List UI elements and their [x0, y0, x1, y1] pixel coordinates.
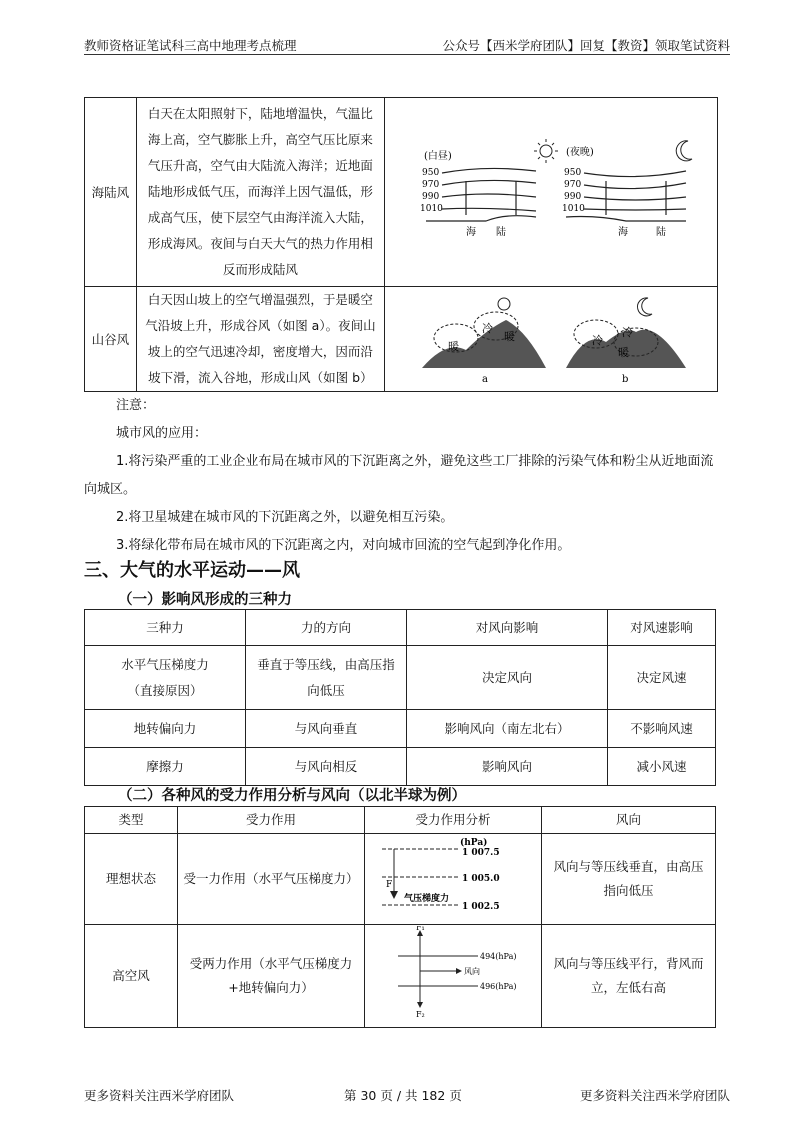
table-cell: 与风向垂直: [246, 710, 407, 748]
col-header: 风向: [542, 807, 716, 834]
svg-text:海: 海: [466, 226, 476, 238]
table-cell: 不影响风速: [608, 710, 716, 748]
svg-text:950: 950: [422, 167, 440, 178]
svg-text:1010: 1010: [562, 203, 585, 214]
svg-text:F₂: F₂: [416, 1010, 425, 1018]
table-cell: 风向与等压线平行，背风而立，左低右高: [542, 925, 716, 1028]
svg-text:990: 990: [422, 191, 440, 202]
table-cell: 理想状态: [85, 834, 178, 925]
wind-force-analysis-table: [84, 806, 716, 1028]
table-cell: 受一力作用（水平气压梯度力）: [178, 834, 365, 925]
notes: [84, 392, 724, 560]
table-cell: 风向与等压线垂直，由高压指向低压: [542, 834, 716, 925]
page-number: 第 30 页 / 共 182 页: [344, 1088, 462, 1103]
ideal-wind-figure: [365, 834, 542, 925]
svg-text:陆: 陆: [496, 226, 506, 238]
upper-wind-figure: [365, 925, 542, 1028]
page-header: [84, 32, 730, 55]
table-cell: 地转偏向力: [85, 710, 246, 748]
svg-text:风向: 风向: [464, 967, 480, 976]
notes-subtitle: 城市风的应用：: [116, 426, 208, 441]
footer-left: 更多资料关注西米学府团队: [84, 1088, 235, 1103]
svg-text:990: 990: [564, 191, 582, 202]
row-desc-sea-land: 白天在太阳照射下，陆地增温快，气温比海上高，空气膨胀上升，高空气压比原来气压升高，空气由大陆流入海洋；近地面陆地形成低气压，而海洋上因气温低，形成高气压，使下层空气由海洋流入大陆，形成海风。夜间与白天大气的热力作用相反而形成陆风: [136, 98, 384, 287]
notes-title: 注意：: [116, 398, 156, 413]
col-header: 三种力: [85, 610, 246, 646]
note-item: 3.将绿化带布局在城市风的下沉距离之内，对向城市回流的空气起到净化作用。: [116, 538, 571, 553]
section-heading: 三、大气的水平运动——风: [84, 560, 300, 581]
note-item: 1.将污染严重的工业企业布局在城市风的下沉距离之外，避免这些工厂排除的污染气体和粉尘从近地面流向城区。: [84, 454, 714, 497]
table-cell: 减小风速: [608, 748, 716, 786]
svg-text:F: F: [386, 880, 393, 890]
svg-text:1010: 1010: [420, 203, 443, 214]
svg-text:(白昼): (白昼): [424, 150, 452, 162]
wind-types-table: [84, 97, 718, 392]
col-header: 对风向影响: [407, 610, 608, 646]
svg-text:1 002.5: 1 002.5: [462, 902, 500, 912]
svg-text:冷: 冷: [592, 334, 603, 347]
svg-text:1 007.5: 1 007.5: [462, 848, 500, 858]
row-name-mountain-valley: 山谷风: [85, 287, 137, 392]
svg-text:气压梯度力: 气压梯度力: [404, 894, 450, 904]
table-cell: 垂直于等压线，由高压指向低压: [246, 646, 407, 710]
col-header: 受力作用分析: [365, 807, 542, 834]
mountain-valley-breeze-figure: [385, 287, 718, 392]
table-cell: 高空风: [85, 925, 178, 1028]
table-cell: 与风向相反: [246, 748, 407, 786]
table-cell: 决定风向: [407, 646, 608, 710]
col-header: 类型: [85, 807, 178, 834]
svg-text:950: 950: [564, 167, 582, 178]
svg-text:1 005.0: 1 005.0: [462, 874, 500, 884]
footer-right: 更多资料关注西米学府团队: [579, 1088, 730, 1103]
three-forces-table: [84, 609, 716, 786]
row-name-sea-land: 海陆风: [85, 98, 137, 287]
svg-text:F₁: F₁: [416, 926, 425, 932]
col-header: 对风速影响: [608, 610, 716, 646]
svg-text:海: 海: [618, 226, 628, 238]
svg-text:b: b: [622, 374, 629, 385]
svg-text:(夜晚): (夜晚): [566, 146, 594, 158]
svg-text:暖: 暖: [618, 346, 629, 359]
svg-text:冷: 冷: [622, 326, 633, 339]
table-cell: 影响风向: [407, 748, 608, 786]
table-cell: 决定风速: [608, 646, 716, 710]
svg-text:a: a: [482, 374, 488, 385]
svg-text:970: 970: [422, 179, 440, 190]
svg-text:(hPa): (hPa): [460, 838, 488, 848]
row-desc-mountain-valley: 白天因山坡上的空气增温强烈，于是暖空气沿坡上升，形成谷风（如图 a）。夜间山坡上的空气迅速冷却，密度增大，因而沿坡下滑，流入谷地，形成山风（如图 b）: [136, 287, 384, 392]
subsection-heading: （一）影响风形成的三种力: [118, 592, 292, 608]
svg-text:暖: 暖: [504, 330, 515, 343]
svg-text:494(hPa): 494(hPa): [480, 952, 517, 961]
svg-text:496(hPa): 496(hPa): [480, 982, 517, 991]
sea-land-breeze-figure: [385, 98, 718, 287]
table-cell: 影响风向（南左北右）: [407, 710, 608, 748]
svg-text:陆: 陆: [656, 226, 666, 238]
header-left: 教师资格证笔试科三高中地理考点梳理: [84, 38, 297, 53]
col-header: 受力作用: [178, 807, 365, 834]
svg-text:冷: 冷: [482, 322, 493, 335]
note-item: 2.将卫星城建在城市风的下沉距离之外，以避免相互污染。: [116, 510, 454, 525]
subsection-heading: （二）各种风的受力作用分析与风向（以北半球为例）: [118, 788, 466, 804]
svg-text:暖: 暖: [448, 340, 459, 353]
header-right: 公众号【西米学府团队】回复【教资】领取笔试资料: [442, 38, 730, 53]
table-cell: 摩擦力: [85, 748, 246, 786]
table-cell: 受两力作用（水平气压梯度力+地转偏向力）: [178, 925, 365, 1028]
svg-text:970: 970: [564, 179, 582, 190]
col-header: 力的方向: [246, 610, 407, 646]
table-cell: 水平气压梯度力 （直接原因）: [85, 646, 246, 710]
